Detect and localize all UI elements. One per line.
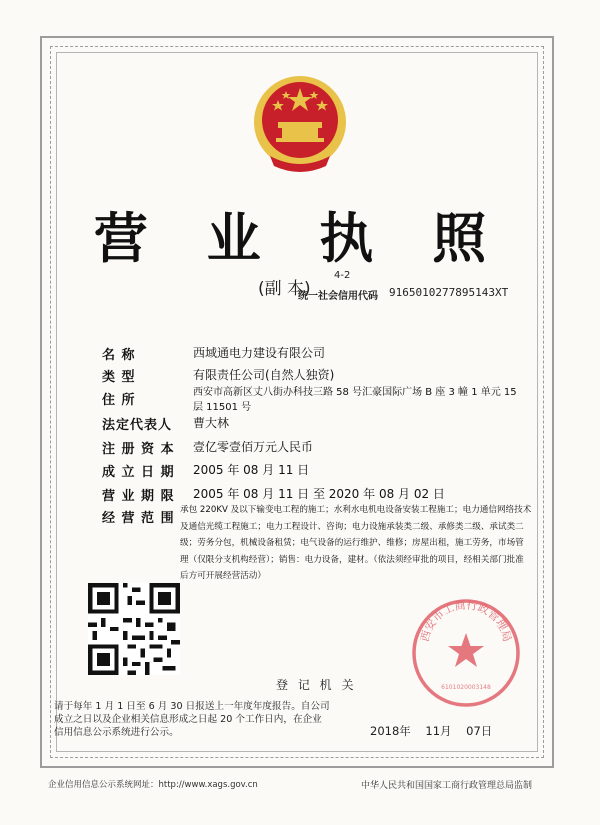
license-title: 营 业 执 照	[93, 206, 507, 270]
notice-line: 请于每年 1 月 1 日至 6 月 30 日报送上一年度年度报告。自公司	[54, 701, 330, 712]
field-value-address: 西安市高新区丈八街办科技三路 58 号汇豪国际广场 B 座 3 幢 1 单元 15	[193, 387, 517, 398]
field-value-term: 2005 年 08 月 11 日 至 2020 年 08 月 02 日	[193, 487, 445, 501]
credit-code-value: 9165010277895143XT	[389, 286, 509, 299]
serial-number: 4-2	[334, 270, 351, 281]
registration-authority: 登 记 机 关	[276, 678, 357, 692]
seal-number: 6101020003148	[441, 684, 491, 691]
notice-line: 信用信息公示系统进行公示。	[54, 727, 179, 738]
scope-line: 及通信光缆工程施工；电力工程设计、咨询；电力设施承装类二级、承修类二级、承试类二	[180, 521, 524, 532]
official-seal-icon	[410, 597, 522, 709]
copy-label: (副 本)	[258, 279, 311, 299]
field-label-name: 名 称	[102, 348, 136, 363]
field-value-capital: 壹亿零壹佰万元人民币	[193, 440, 314, 454]
footer-issuer: 中华人民共和国国家工商行政管理总局监制	[361, 781, 533, 791]
business-scope	[180, 502, 545, 585]
field-label-capital: 注 册 资 本	[102, 442, 175, 457]
annual-report-notice	[54, 700, 374, 739]
issue-date: 2018年 11月 07日	[370, 724, 493, 738]
field-label-legal-rep: 法定代表人	[102, 418, 173, 433]
scope-line: 级；劳务分包，机械设备租赁；电气设备的运行维护、维修；房屋出租，施工劳务，市场管	[180, 538, 524, 549]
scope-line: 承包 220KV 及以下输变电工程的施工；水利水电机电设备安装工程施工；电力通信网络技术	[180, 505, 532, 515]
qr-code-icon	[88, 583, 180, 675]
field-value-legal-rep: 曹大林	[193, 416, 230, 430]
credit-code-label: 统一社会信用代码	[298, 291, 378, 302]
field-label-founded: 成 立 日 期	[102, 465, 175, 480]
field-value-name: 西域通电力建设有限公司	[193, 346, 326, 360]
national-emblem-icon	[240, 70, 360, 180]
scope-line: 理（仅限分支机构经营）；销售：电力设备，建材。（依法须经审批的项目，经相关部门批准	[180, 554, 524, 565]
field-value-founded: 2005 年 08 月 11 日	[193, 463, 310, 477]
field-label-term: 营 业 期 限	[102, 489, 175, 504]
field-value-type: 有限责任公司(自然人独资)	[193, 368, 335, 382]
field-label-scope: 经 营 范 围	[102, 511, 175, 526]
scope-line: 后方可开展经营活动）	[180, 571, 266, 582]
field-label-address: 住 所	[102, 393, 136, 408]
notice-line: 成立之日以及企业相关信息形成之日起 20 个工作日内，在企业	[54, 714, 322, 725]
field-label-type: 类 型	[102, 370, 136, 385]
field-value-address-line2: 层 11501 号	[193, 402, 252, 413]
footer-website: 企业信用信息公示系统网址：http://www.xags.gov.cn	[48, 780, 258, 790]
seal-text: 西安市工商行政管理局	[418, 598, 514, 644]
